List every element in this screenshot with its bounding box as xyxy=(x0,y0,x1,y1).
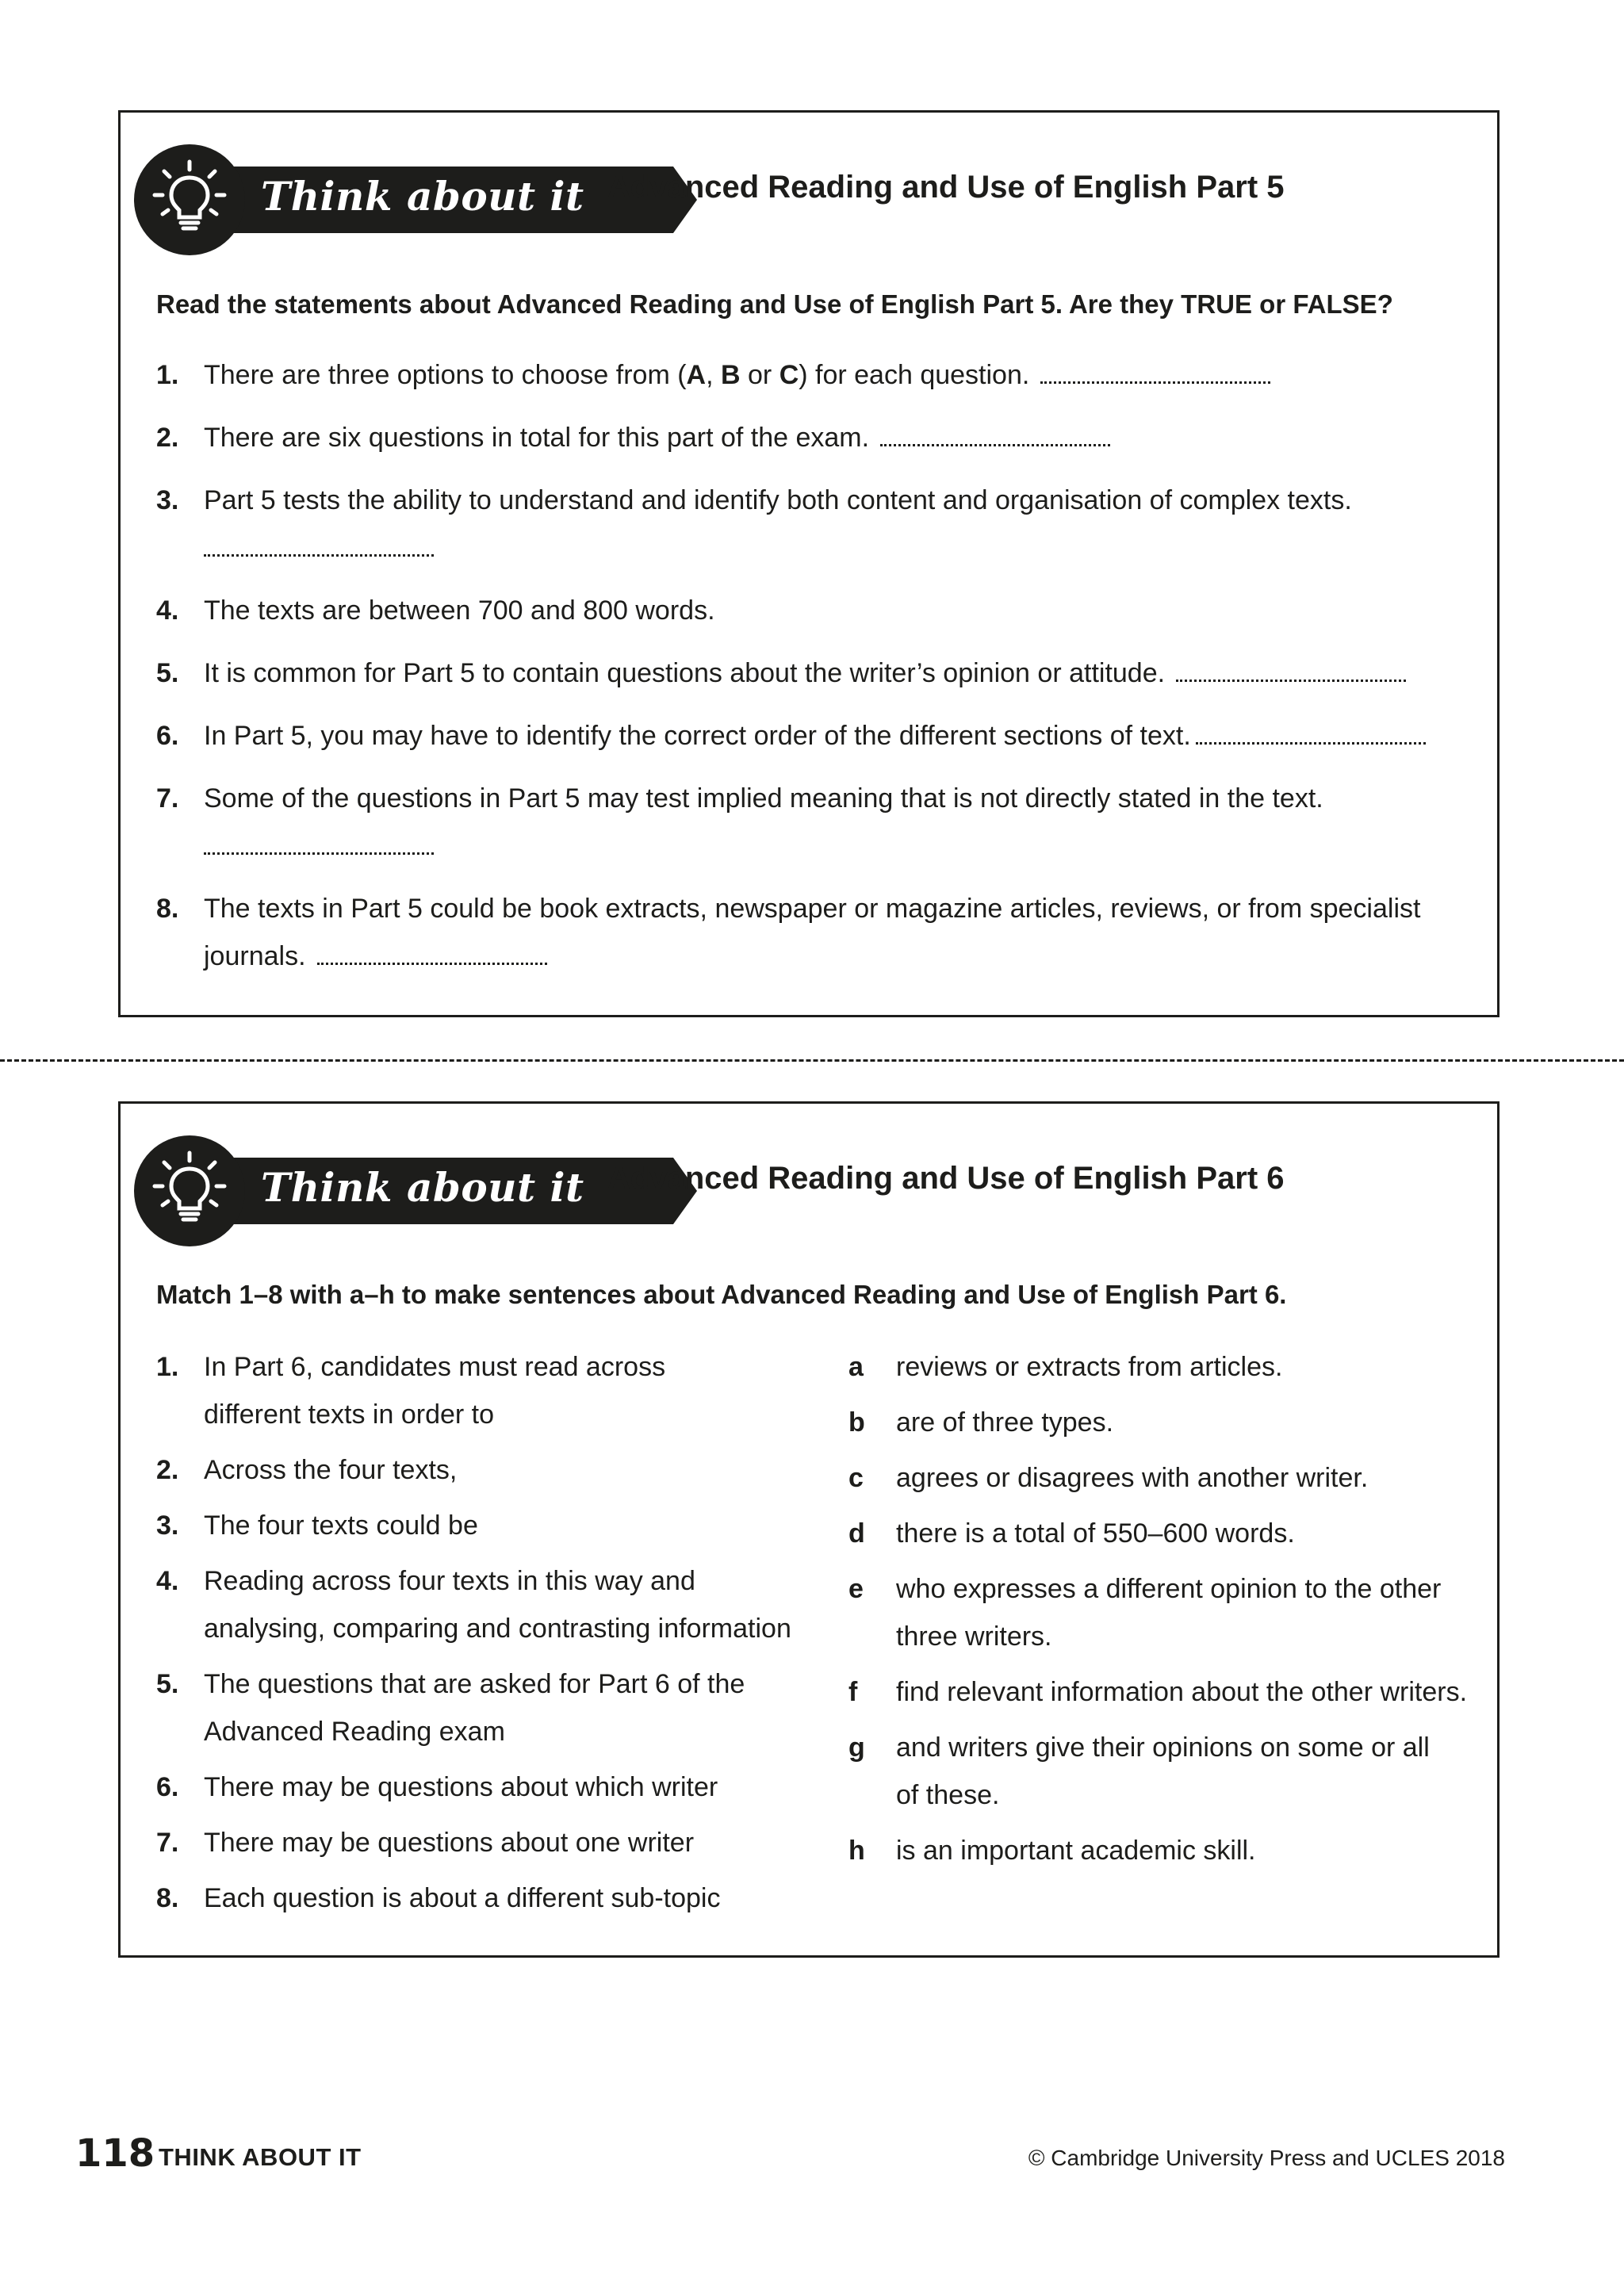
item-number: 8. xyxy=(156,894,179,924)
copyright-notice: © Cambridge University Press and UCLES 2018 xyxy=(1028,2146,1505,2170)
item-number: 6. xyxy=(156,1772,179,1802)
item-letter: f xyxy=(848,1677,858,1707)
footer-section-label: THINK ABOUT IT xyxy=(159,2143,362,2171)
item-number: 1. xyxy=(156,360,179,390)
instruction-text: Match 1–8 with a–h to make sentences about Advanced Reading and Use of English Part 6. xyxy=(156,1280,1287,1309)
item-number: 8. xyxy=(156,1883,179,1913)
answer-blank[interactable] xyxy=(317,962,547,965)
item-number: 7. xyxy=(156,1828,179,1858)
part6-box: Think about it Advanced Reading and Use of English Part 6 Match 1–8 with a–h to make sentences about Advanced Reading and Use of English Part 6. 1. In Part 6, candidates must read across different texts in order to 2. Across the four texts, 3. The four texts could be 4. Reading across four texts in this way and analysing, comparing and contrasting information 5. The questions that are asked for Part 6 of the Advanced Reading exam 6. There may be questions about which writer 7. There may be questions about one writer 8. Each question is about a different sub-topic a reviews or extracts from articles. b are of three types. c agrees or disagrees with another writer. d there is a total of 550–600 words. e who expresses a different opinion to the other three writers. f find relevant information about the other writers. g and writers give their opinions on some or all of these. h is an important academic skill. xyxy=(118,1101,1500,1958)
item-number: 2. xyxy=(156,1455,179,1485)
item-number: 5. xyxy=(156,1669,179,1699)
dashed-divider xyxy=(0,1059,1624,1062)
item-letter: d xyxy=(848,1518,865,1549)
banner-label: Think about it xyxy=(261,1164,584,1211)
item-letter: e xyxy=(848,1574,864,1604)
part5-box: Think about it Advanced Reading and Use of English Part 5 Read the statements about Advanced Reading and Use of English Part 5. Are they TRUE or FALSE? 1. There are three options to choose from (A, B or C) for each question. 2. There are six questions in total for this part of the exam. 3. Part 5 tests the ability to understand and identify both content and organisation of complex texts. 4. The texts are between 700 and 800 words. 5. It is common for Part 5 to contain questions about the writer’s opinion or attitude. 6. In Part 5, you may have to identify the correct order of the different sections of text. 7. Some of the questions in Part 5 may test implied meaning that is not directly stated in the text. 8. The texts in Part 5 could be book extracts, newspaper or magazine articles, reviews, or from specialist journals. xyxy=(118,110,1500,1017)
item-number: 4. xyxy=(156,1566,179,1596)
section-title: Advanced Reading and Use of English Part 5 xyxy=(607,170,1285,205)
item-letter: h xyxy=(848,1836,865,1866)
page-number: 118 xyxy=(75,2131,155,2176)
item-letter: b xyxy=(848,1407,865,1438)
answer-blank[interactable] xyxy=(880,443,1110,446)
item-letter: g xyxy=(848,1732,865,1763)
item-number: 3. xyxy=(156,485,179,515)
instruction-text: Read the statements about Advanced Reading and Use of English Part 5. Are they TRUE or FALSE? xyxy=(156,289,1393,319)
item-number: 7. xyxy=(156,783,179,814)
item-letter: c xyxy=(848,1463,864,1493)
banner-label: Think about it xyxy=(261,173,584,220)
item-number: 6. xyxy=(156,721,179,751)
item-number: 5. xyxy=(156,658,179,688)
section-title: Advanced Reading and Use of English Part 6 xyxy=(607,1161,1285,1196)
item-letter: a xyxy=(848,1352,864,1382)
item-number: 2. xyxy=(156,423,179,453)
answer-blank[interactable] xyxy=(1040,381,1270,384)
answer-blank[interactable] xyxy=(1176,679,1406,682)
answer-blank[interactable] xyxy=(204,852,434,855)
item-number: 3. xyxy=(156,1510,179,1541)
item-number: 4. xyxy=(156,595,179,626)
answer-blank[interactable] xyxy=(204,553,434,557)
answer-blank[interactable] xyxy=(1196,741,1426,745)
item-number: 1. xyxy=(156,1352,179,1382)
